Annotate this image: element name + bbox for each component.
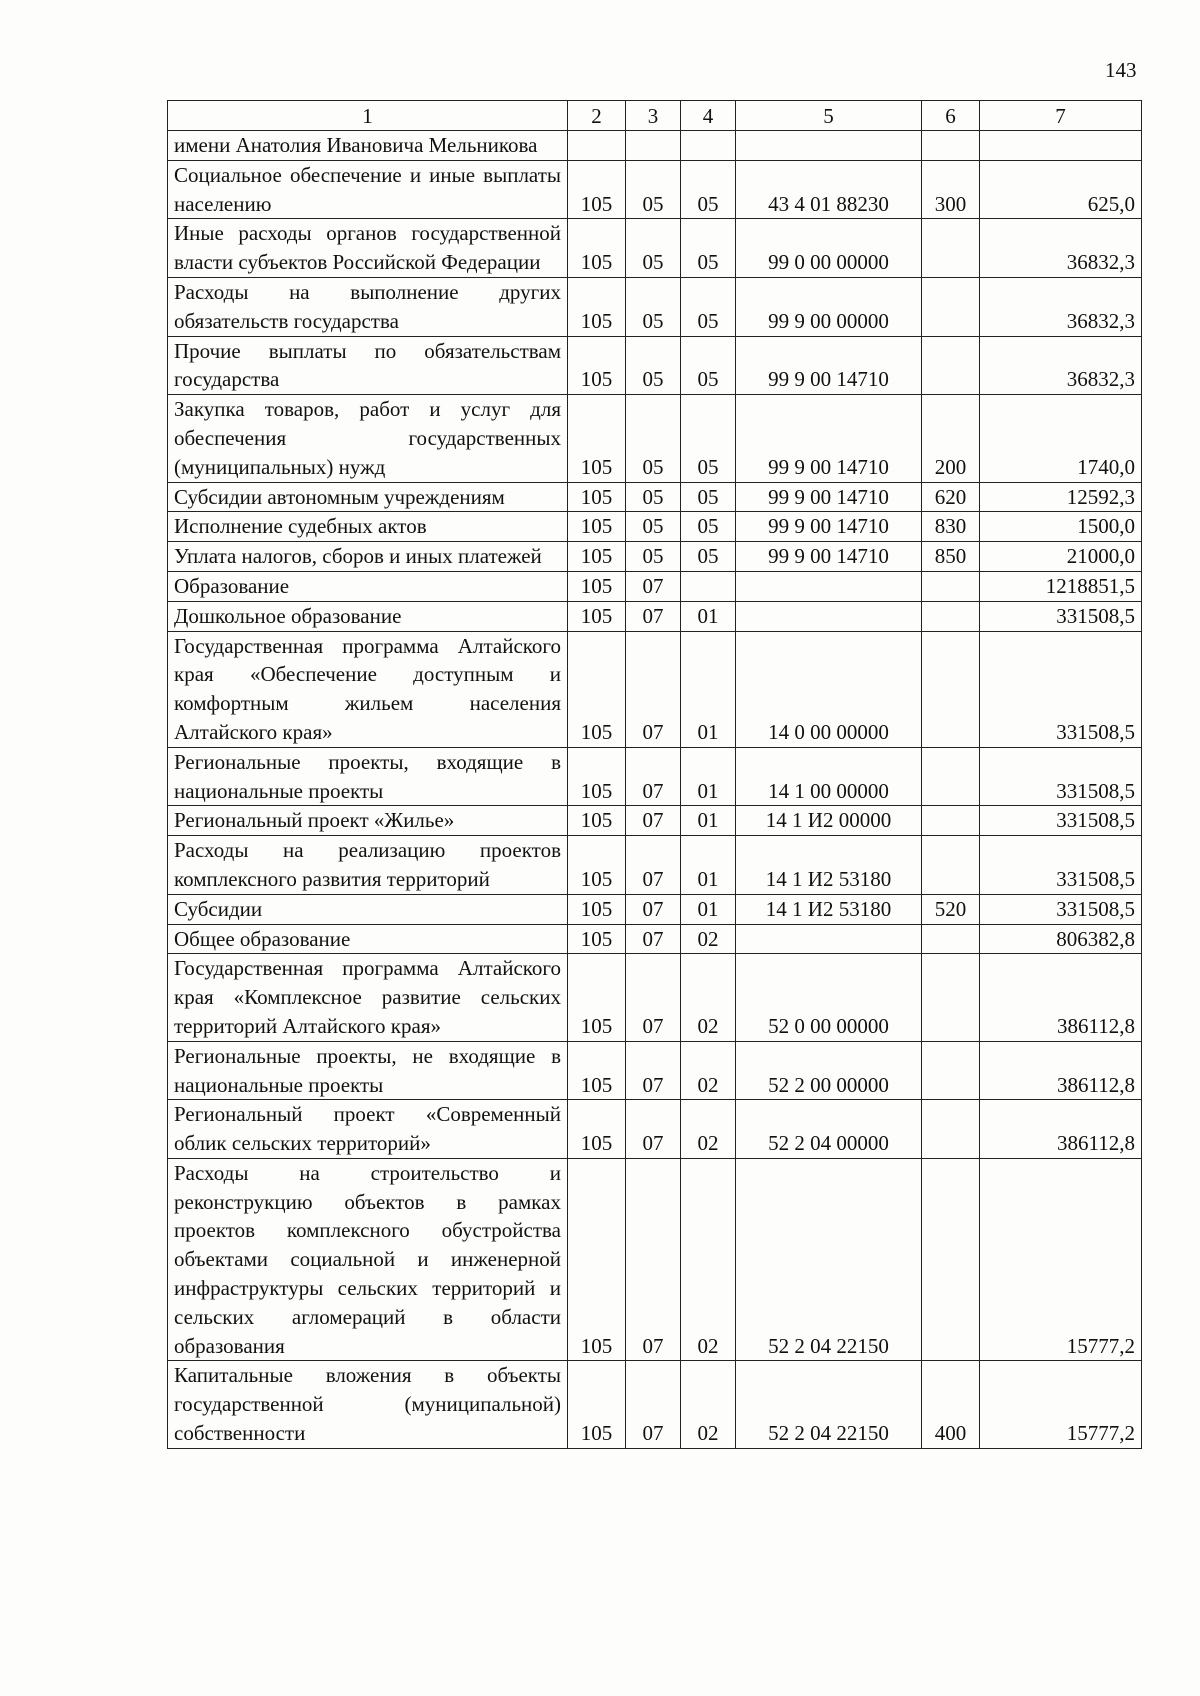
row-name-cell: Исполнение судебных актов <box>168 512 568 542</box>
section-code-cell: 105 <box>568 601 626 631</box>
division-code-cell: 05 <box>626 336 681 395</box>
table-row <box>168 894 1142 924</box>
row-name-cell: Уплата налогов, сборов и иных платежей <box>168 542 568 572</box>
target-article-cell: 99 9 00 14710 <box>736 336 922 395</box>
row-name-cell: Государственная программа Алтайского края «Обеспечение доступным и комфортным жильем населения Алтайского края» <box>168 631 568 747</box>
row-name-cell: Региональный проект «Современный облик сельских территорий» <box>168 1100 568 1159</box>
expense-type-cell <box>922 336 980 395</box>
amount-cell: 331508,5 <box>980 836 1142 895</box>
target-article-cell: 14 1 И2 00000 <box>736 806 922 836</box>
division-code-cell: 07 <box>626 1041 681 1100</box>
column-header: 5 <box>736 101 922 131</box>
division-code-cell: 07 <box>626 601 681 631</box>
table-row <box>168 512 1142 542</box>
subdivision-code-cell <box>681 571 736 601</box>
section-code-cell: 105 <box>568 954 626 1041</box>
section-code-cell: 105 <box>568 836 626 895</box>
table-header-row <box>168 101 1142 131</box>
target-article-cell: 14 1 И2 53180 <box>736 836 922 895</box>
target-article-cell: 43 4 01 88230 <box>736 160 922 219</box>
amount-cell: 15777,2 <box>980 1158 1142 1361</box>
table-row <box>168 631 1142 747</box>
table-row <box>168 747 1142 806</box>
row-name-cell: Социальное обеспечение и иные выплаты населению <box>168 160 568 219</box>
amount-cell: 1740,0 <box>980 395 1142 482</box>
expense-type-cell <box>922 924 980 954</box>
section-code-cell: 105 <box>568 277 626 336</box>
subdivision-code-cell: 01 <box>681 806 736 836</box>
amount-cell: 15777,2 <box>980 1361 1142 1448</box>
section-code-cell: 105 <box>568 1041 626 1100</box>
expense-type-cell <box>922 1100 980 1159</box>
section-code-cell: 105 <box>568 336 626 395</box>
column-header: 6 <box>922 101 980 131</box>
amount-cell: 331508,5 <box>980 894 1142 924</box>
row-name-cell: Общее образование <box>168 924 568 954</box>
subdivision-code-cell: 02 <box>681 1041 736 1100</box>
division-code-cell: 07 <box>626 631 681 747</box>
row-name-cell: Образование <box>168 571 568 601</box>
division-code-cell: 07 <box>626 954 681 1041</box>
target-article-cell: 99 9 00 14710 <box>736 542 922 572</box>
table-row <box>168 1100 1142 1159</box>
subdivision-code-cell: 02 <box>681 1361 736 1448</box>
row-name-cell: Расходы на реализацию проектов комплексного развития территорий <box>168 836 568 895</box>
page-number: 143 <box>1105 58 1137 82</box>
division-code-cell: 07 <box>626 1361 681 1448</box>
subdivision-code-cell: 05 <box>681 160 736 219</box>
division-code-cell: 05 <box>626 512 681 542</box>
subdivision-code-cell: 01 <box>681 894 736 924</box>
subdivision-code-cell: 01 <box>681 747 736 806</box>
amount-cell: 386112,8 <box>980 1100 1142 1159</box>
section-code-cell: 105 <box>568 395 626 482</box>
expense-type-cell <box>922 1041 980 1100</box>
row-name-cell: Региональные проекты, не входящие в национальные проекты <box>168 1041 568 1100</box>
division-code-cell: 07 <box>626 806 681 836</box>
division-code-cell: 05 <box>626 277 681 336</box>
subdivision-code-cell: 05 <box>681 542 736 572</box>
expense-type-cell: 520 <box>922 894 980 924</box>
division-code-cell: 07 <box>626 894 681 924</box>
division-code-cell: 05 <box>626 160 681 219</box>
target-article-cell: 52 0 00 00000 <box>736 954 922 1041</box>
expense-type-cell: 400 <box>922 1361 980 1448</box>
section-code-cell: 105 <box>568 160 626 219</box>
amount-cell: 386112,8 <box>980 954 1142 1041</box>
subdivision-code-cell: 05 <box>681 219 736 278</box>
table-row <box>168 160 1142 219</box>
table-row <box>168 1158 1142 1361</box>
table-row <box>168 395 1142 482</box>
expense-type-cell: 830 <box>922 512 980 542</box>
amount-cell: 1500,0 <box>980 512 1142 542</box>
expense-type-cell: 620 <box>922 482 980 512</box>
column-header: 3 <box>626 101 681 131</box>
division-code-cell: 05 <box>626 542 681 572</box>
row-name-cell: имени Анатолия Ивановича Мельникова <box>168 131 568 161</box>
section-code-cell: 105 <box>568 1158 626 1361</box>
table-row <box>168 336 1142 395</box>
section-code-cell: 105 <box>568 542 626 572</box>
row-name-cell: Закупка товаров, работ и услуг для обеспечения государственных (муниципальных) нужд <box>168 395 568 482</box>
target-article-cell <box>736 601 922 631</box>
amount-cell: 36832,3 <box>980 277 1142 336</box>
section-code-cell: 105 <box>568 482 626 512</box>
amount-cell: 36832,3 <box>980 336 1142 395</box>
target-article-cell: 14 1 00 00000 <box>736 747 922 806</box>
table-row <box>168 542 1142 572</box>
column-header: 1 <box>168 101 568 131</box>
amount-cell: 625,0 <box>980 160 1142 219</box>
target-article-cell: 14 1 И2 53180 <box>736 894 922 924</box>
target-article-cell: 52 2 04 22150 <box>736 1158 922 1361</box>
amount-cell <box>980 131 1142 161</box>
division-code-cell <box>626 131 681 161</box>
section-code-cell: 105 <box>568 747 626 806</box>
subdivision-code-cell: 01 <box>681 601 736 631</box>
subdivision-code-cell: 05 <box>681 482 736 512</box>
row-name-cell: Иные расходы органов государственной власти субъектов Российской Федерации <box>168 219 568 278</box>
table-row <box>168 482 1142 512</box>
section-code-cell: 105 <box>568 806 626 836</box>
row-name-cell: Государственная программа Алтайского края «Комплексное развитие сельских территорий Алтайского края» <box>168 954 568 1041</box>
subdivision-code-cell: 02 <box>681 1100 736 1159</box>
table-row <box>168 924 1142 954</box>
row-name-cell: Прочие выплаты по обязательствам государства <box>168 336 568 395</box>
division-code-cell: 07 <box>626 1100 681 1159</box>
expense-type-cell <box>922 277 980 336</box>
row-name-cell: Дошкольное образование <box>168 601 568 631</box>
section-code-cell: 105 <box>568 1361 626 1448</box>
row-name-cell: Расходы на строительство и реконструкцию объектов в рамках проектов комплексного обустройства объектами социальной и инженерной инфраструктуры сельских территорий и сельских агломераций в области образования <box>168 1158 568 1361</box>
subdivision-code-cell: 02 <box>681 1158 736 1361</box>
target-article-cell: 14 0 00 00000 <box>736 631 922 747</box>
target-article-cell <box>736 571 922 601</box>
table-row <box>168 806 1142 836</box>
amount-cell: 331508,5 <box>980 601 1142 631</box>
table-row <box>168 954 1142 1041</box>
division-code-cell: 07 <box>626 836 681 895</box>
section-code-cell <box>568 131 626 161</box>
expense-type-cell: 300 <box>922 160 980 219</box>
row-name-cell: Субсидии автономным учреждениям <box>168 482 568 512</box>
table-row <box>168 219 1142 278</box>
target-article-cell: 99 9 00 14710 <box>736 512 922 542</box>
amount-cell: 331508,5 <box>980 747 1142 806</box>
division-code-cell: 07 <box>626 571 681 601</box>
expense-type-cell <box>922 1158 980 1361</box>
table-row <box>168 131 1142 161</box>
target-article-cell <box>736 131 922 161</box>
subdivision-code-cell: 02 <box>681 924 736 954</box>
target-article-cell <box>736 924 922 954</box>
section-code-cell: 105 <box>568 512 626 542</box>
amount-cell: 386112,8 <box>980 1041 1142 1100</box>
division-code-cell: 05 <box>626 219 681 278</box>
target-article-cell: 52 2 04 22150 <box>736 1361 922 1448</box>
amount-cell: 12592,3 <box>980 482 1142 512</box>
section-code-cell: 105 <box>568 631 626 747</box>
table-row <box>168 277 1142 336</box>
row-name-cell: Капитальные вложения в объекты государственной (муниципальной) собственности <box>168 1361 568 1448</box>
amount-cell: 1218851,5 <box>980 571 1142 601</box>
expense-type-cell <box>922 954 980 1041</box>
column-header: 7 <box>980 101 1142 131</box>
target-article-cell: 99 9 00 00000 <box>736 277 922 336</box>
subdivision-code-cell <box>681 131 736 161</box>
subdivision-code-cell: 02 <box>681 954 736 1041</box>
subdivision-code-cell: 05 <box>681 395 736 482</box>
subdivision-code-cell: 05 <box>681 277 736 336</box>
expense-type-cell <box>922 219 980 278</box>
expense-type-cell: 200 <box>922 395 980 482</box>
subdivision-code-cell: 05 <box>681 336 736 395</box>
expense-type-cell <box>922 747 980 806</box>
amount-cell: 36832,3 <box>980 219 1142 278</box>
subdivision-code-cell: 01 <box>681 836 736 895</box>
target-article-cell: 99 9 00 14710 <box>736 395 922 482</box>
column-header: 4 <box>681 101 736 131</box>
row-name-cell: Расходы на выполнение других обязательств государства <box>168 277 568 336</box>
target-article-cell: 52 2 04 00000 <box>736 1100 922 1159</box>
amount-cell: 806382,8 <box>980 924 1142 954</box>
expense-type-cell <box>922 601 980 631</box>
row-name-cell: Субсидии <box>168 894 568 924</box>
division-code-cell: 07 <box>626 1158 681 1361</box>
section-code-cell: 105 <box>568 571 626 601</box>
expense-type-cell <box>922 631 980 747</box>
target-article-cell: 99 0 00 00000 <box>736 219 922 278</box>
table-row <box>168 571 1142 601</box>
section-code-cell: 105 <box>568 924 626 954</box>
subdivision-code-cell: 05 <box>681 512 736 542</box>
expense-type-cell: 850 <box>922 542 980 572</box>
row-name-cell: Региональный проект «Жилье» <box>168 806 568 836</box>
amount-cell: 331508,5 <box>980 631 1142 747</box>
target-article-cell: 99 9 00 14710 <box>736 482 922 512</box>
amount-cell: 21000,0 <box>980 542 1142 572</box>
division-code-cell: 07 <box>626 747 681 806</box>
expense-type-cell <box>922 571 980 601</box>
expense-type-cell <box>922 806 980 836</box>
table-row <box>168 836 1142 895</box>
section-code-cell: 105 <box>568 894 626 924</box>
budget-table <box>167 100 1142 1449</box>
table-row <box>168 1041 1142 1100</box>
table-row <box>168 1361 1142 1448</box>
expense-type-cell <box>922 131 980 161</box>
section-code-cell: 105 <box>568 219 626 278</box>
column-header: 2 <box>568 101 626 131</box>
target-article-cell: 52 2 00 00000 <box>736 1041 922 1100</box>
section-code-cell: 105 <box>568 1100 626 1159</box>
expense-type-cell <box>922 836 980 895</box>
division-code-cell: 05 <box>626 395 681 482</box>
table-row <box>168 601 1142 631</box>
division-code-cell: 05 <box>626 482 681 512</box>
amount-cell: 331508,5 <box>980 806 1142 836</box>
row-name-cell: Региональные проекты, входящие в национальные проекты <box>168 747 568 806</box>
division-code-cell: 07 <box>626 924 681 954</box>
subdivision-code-cell: 01 <box>681 631 736 747</box>
